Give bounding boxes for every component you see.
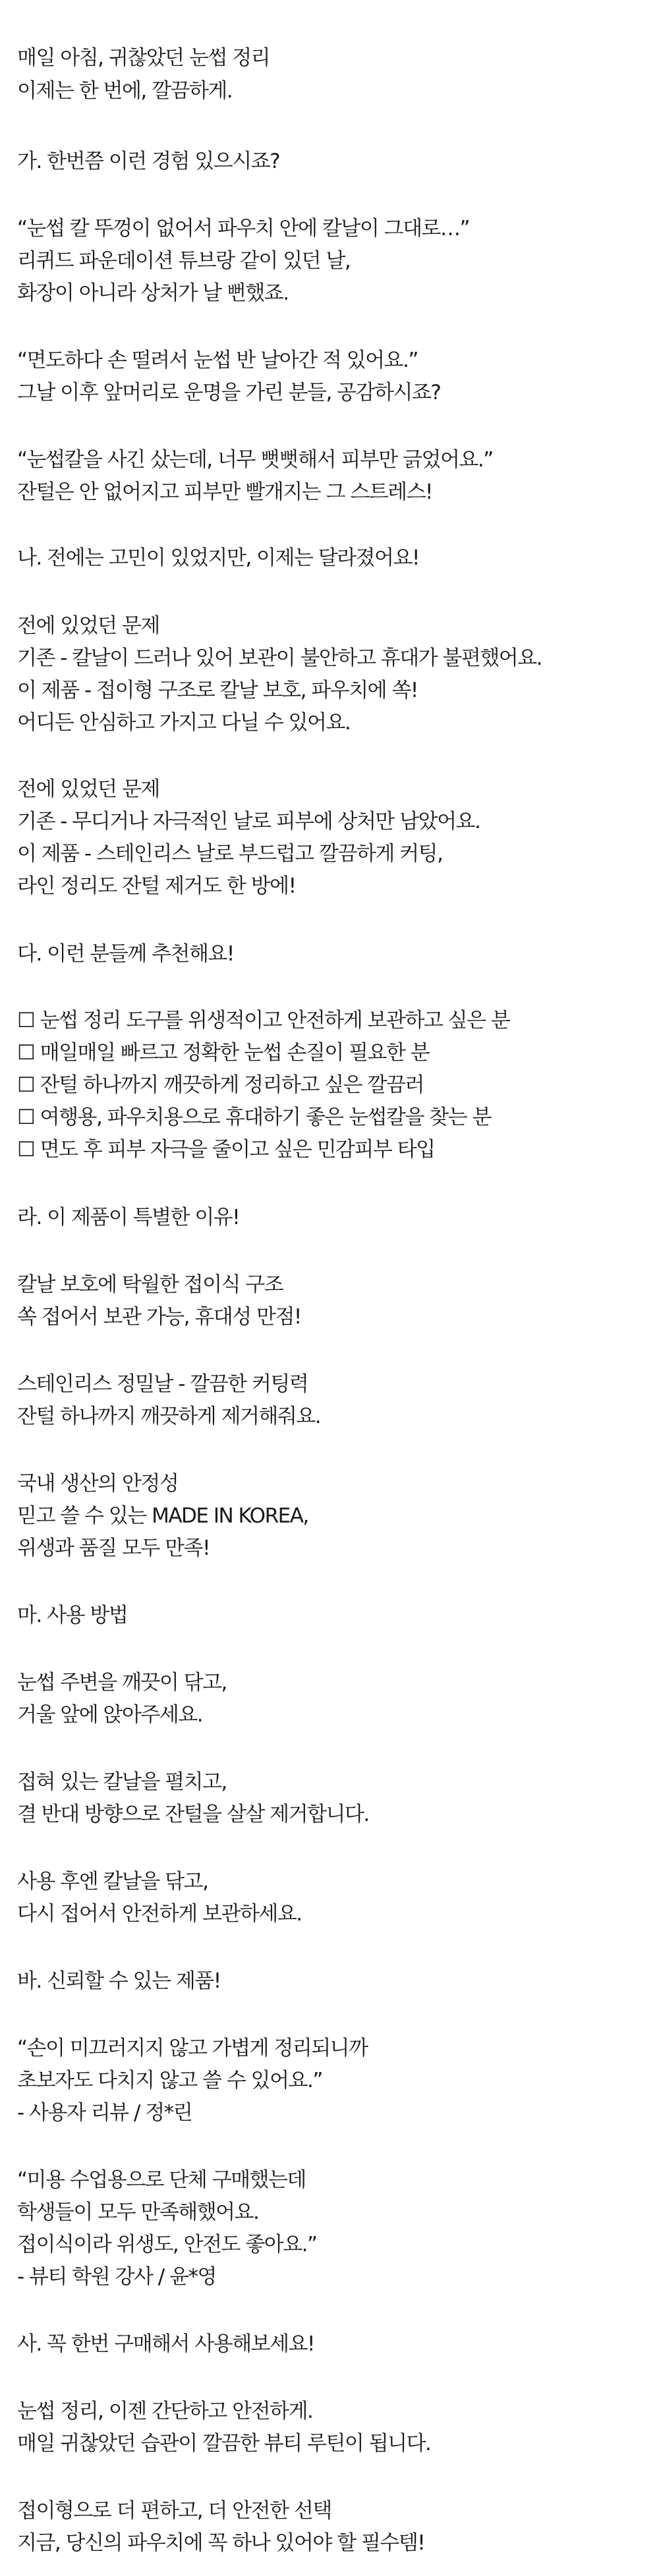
quote-line: “면도하다 손 떨려서 눈썹 반 날아간 적 있어요.”: [17, 349, 418, 372]
section-heading: 다. 이런 분들께 추천해요!: [17, 942, 234, 966]
section-heading: 마. 사용 방법: [17, 1604, 128, 1627]
quote-line: 그날 이후 앞머리로 운명을 가린 분들, 공감하시죠?: [17, 381, 441, 405]
problem-after: 어디든 안심하고 가지고 다닐 수 있어요.: [17, 711, 351, 735]
closing-line: 눈썹 정리, 이젠 간단하고 안전하게.: [17, 2399, 313, 2423]
feature-line: 국내 생산의 안정성: [17, 1472, 179, 1496]
closing-line: 매일 귀찮았던 습관이 깔끔한 뷰티 루틴이 됩니다.: [17, 2432, 431, 2455]
recommend-item: ☐ 면도 후 피부 자극을 줄이고 싶은 민감피부 타입: [17, 1138, 435, 1162]
closing-line: 지금, 당신의 파우치에 꼭 하나 있어야 할 필수템!: [17, 2531, 425, 2555]
review-author: - 사용자 리뷰 / 정*린: [17, 2101, 192, 2125]
problem-after: 이 제품 - 접이형 구조로 칼날 보호, 파우치에 쏙!: [17, 679, 418, 702]
problem-before: 기존 - 무디거나 자극적인 날로 피부에 상처만 남았어요.: [17, 810, 480, 833]
quote-line: 잔털은 안 없어지고 피부만 빨개지는 그 스트레스!: [17, 480, 432, 504]
section-heading: 나. 전에는 고민이 있었지만, 이제는 달라졌어요!: [17, 546, 419, 570]
quote-line: 리퀴드 파운데이션 튜브랑 같이 있던 날,: [17, 249, 351, 273]
feature-line: 칼날 보호에 탁월한 접이식 구조: [17, 1273, 283, 1297]
quote-line: 화장이 아니라 상처가 날 뻔했죠.: [17, 281, 289, 305]
review-line: 초보자도 다치지 않고 쓸 수 있어요.”: [17, 2069, 322, 2092]
closing-line: 접이형으로 더 편하고, 더 안전한 선택: [17, 2499, 331, 2523]
intro-line: 매일 아침, 귀찮았던 눈썹 정리: [17, 46, 270, 70]
section-heading: 사. 꼭 한번 구매해서 사용해보세요!: [17, 2332, 314, 2356]
usage-step-line: 결 반대 방향으로 잔털을 살살 제거합니다.: [17, 1803, 369, 1826]
recommend-item: ☐ 눈썹 정리 도구를 위생적이고 안전하게 보관하고 싶은 분: [17, 1009, 510, 1032]
recommend-item: ☐ 여행용, 파우치용으로 휴대하기 좋은 눈썹칼을 찾는 분: [17, 1106, 491, 1129]
usage-step-line: 사용 후엔 칼날을 닦고,: [17, 1870, 208, 1893]
feature-line: 잔털 하나까지 깨끗하게 제거해줘요.: [17, 1405, 321, 1428]
problem-title: 전에 있었던 문제: [17, 614, 159, 638]
usage-step-line: 거울 앞에 앉아주세요.: [17, 1703, 203, 1727]
problem-after: 라인 정리도 잔털 제거도 한 방에!: [17, 874, 296, 898]
problem-title: 전에 있었던 문제: [17, 777, 159, 801]
feature-line: 스테인리스 정밀날 - 깔끔한 커팅력: [17, 1372, 308, 1396]
problem-before: 기존 - 칼날이 드러나 있어 보관이 불안하고 휴대가 불편했어요.: [17, 646, 542, 670]
quote-line: “눈썹 칼 뚜껑이 없어서 파우치 안에 칼날이 그대로…”: [17, 217, 470, 240]
section-heading: 라. 이 제품이 특별한 이유!: [17, 1206, 240, 1229]
review-line: 학생들이 모두 만족해했어요.: [17, 2200, 259, 2224]
section-heading: 가. 한번쯤 이런 경험 있으시죠?: [17, 150, 280, 173]
feature-line: 쏙 접어서 보관 가능, 휴대성 만점!: [17, 1305, 301, 1329]
feature-line: 믿고 쓸 수 있는 MADE IN KOREA,: [17, 1504, 308, 1528]
usage-step-line: 다시 접어서 안전하게 보관하세요.: [17, 1902, 302, 1926]
recommend-item: ☐ 매일매일 빠르고 정확한 눈썹 손질이 필요한 분: [17, 1041, 430, 1065]
review-line: “손이 미끄러지지 않고 가볍게 정리되니까: [17, 2036, 368, 2060]
review-line: 접이식이라 위생도, 안전도 좋아요.”: [17, 2233, 317, 2256]
review-line: “미용 수업용으로 단체 구매했는데: [17, 2168, 306, 2192]
problem-after: 이 제품 - 스테인리스 날로 부드럽고 깔끔하게 커팅,: [17, 842, 443, 866]
recommend-item: ☐ 잔털 하나까지 깨끗하게 정리하고 싶은 깔끔러: [17, 1073, 424, 1097]
intro-line: 이제는 한 번에, 깔끔하게.: [17, 79, 233, 103]
feature-line: 위생과 품질 모두 만족!: [17, 1536, 210, 1560]
section-heading: 바. 신뢰할 수 있는 제품!: [17, 1969, 221, 1993]
usage-step-line: 접혀 있는 칼날을 펼치고,: [17, 1770, 227, 1794]
usage-step-line: 눈썹 주변을 깨끗이 닦고,: [17, 1671, 227, 1694]
review-author: - 뷰티 학원 강사 / 윤*영: [17, 2265, 216, 2289]
quote-line: “눈썹칼을 사긴 샀는데, 너무 뻣뻣해서 피부만 긁었어요.”: [17, 448, 493, 472]
